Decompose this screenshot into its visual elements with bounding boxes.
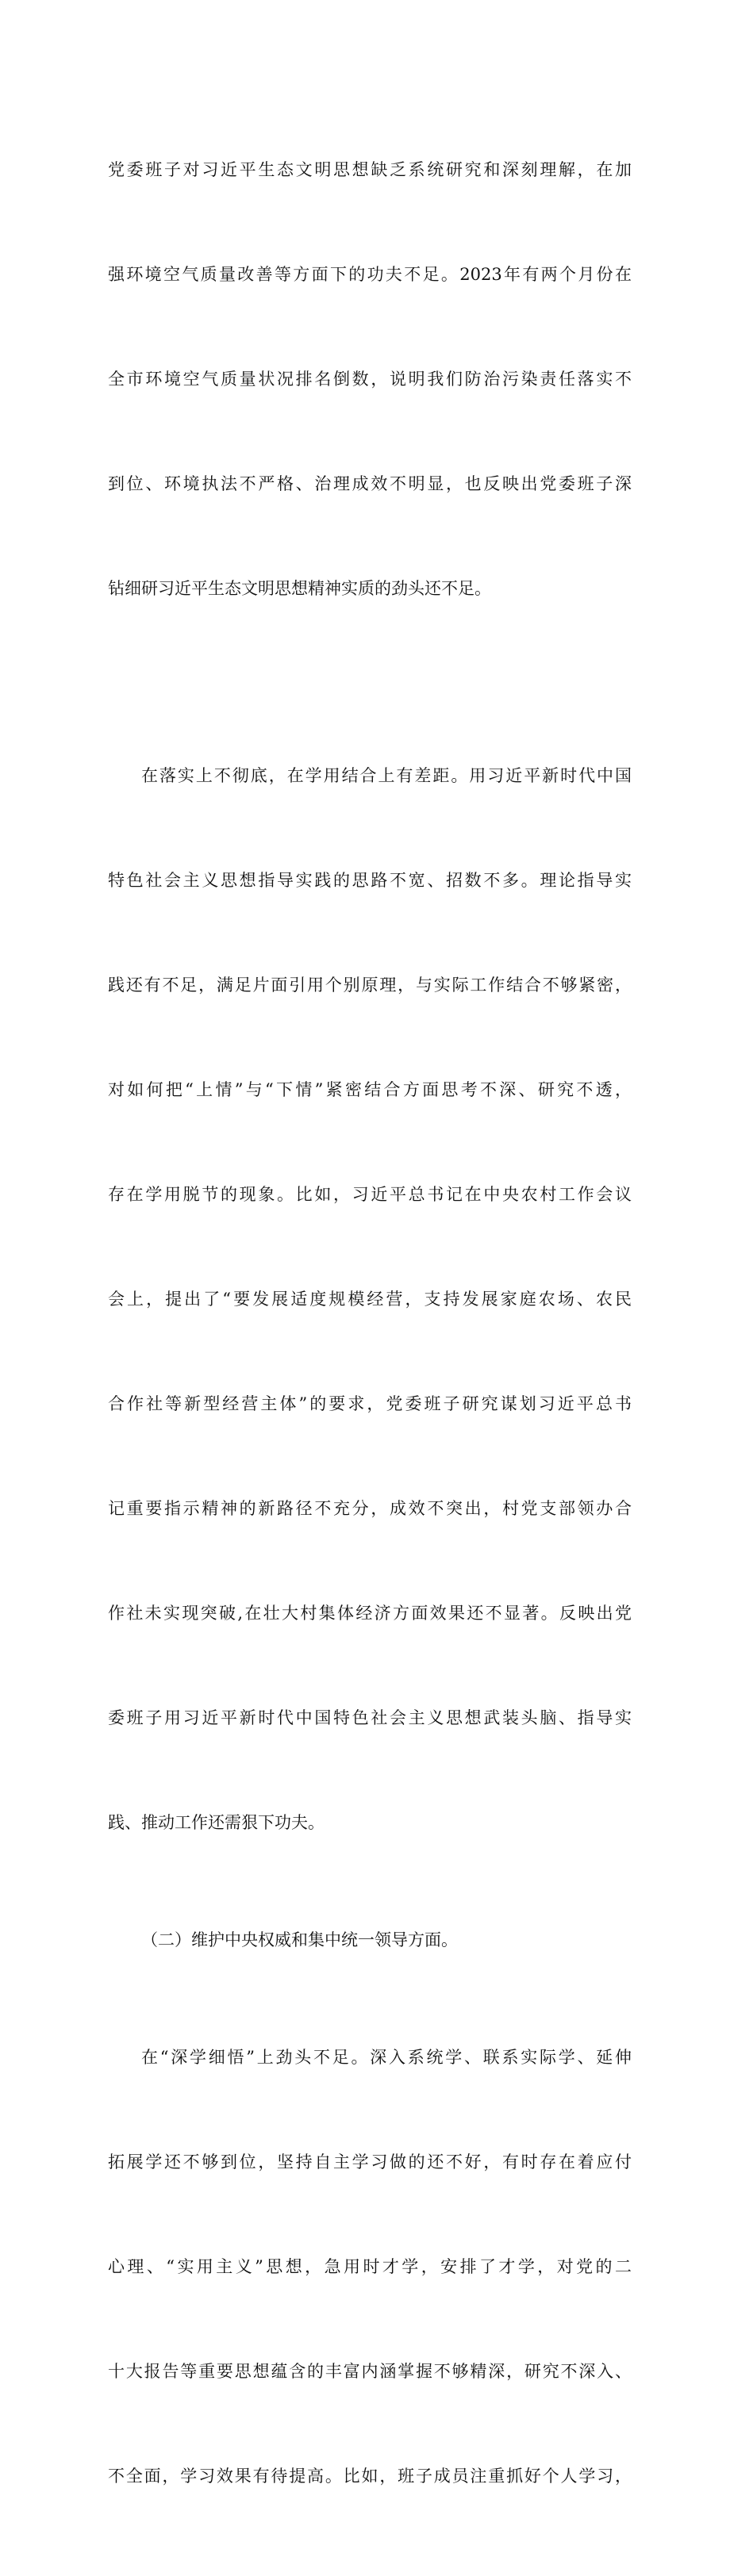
text-line: 全市环境空气质量状况排名倒数，说明我们防治污染责任落实不 — [108, 370, 632, 389]
paragraph-implementation — [108, 688, 632, 1910]
text-line: 记重要指示精神的新路径不充分，成效不突出，村党支部领办合 — [108, 1499, 632, 1518]
text-line: 作社未实现突破,在壮大村集体经济方面效果还不显著。反映出党 — [108, 1604, 632, 1623]
text-line: 十大报告等重要思想蕴含的丰富内涵掌握不够精深，研究不深入、 — [108, 2362, 632, 2381]
text-line: 心理、“实用主义”思想，急用时才学，安排了才学，对党的二 — [108, 2257, 632, 2276]
text-line: 在落实上不彻底，在学用结合上有差距。用习近平新时代中国 — [141, 766, 632, 785]
text-line: 会上，提出了“要发展适度规模经营，支持发展家庭农场、农民 — [108, 1290, 632, 1309]
paragraph-ecology — [108, 82, 632, 676]
text-line: 对如何把“上情”与“下情”紧密结合方面思考不深、研究不透， — [108, 1080, 632, 1099]
paragraph-deep-study — [108, 1970, 632, 2563]
document-body — [108, 82, 632, 2576]
text-line: 强环境空气质量改善等方面下的功夫不足。2023年有两个月份在 — [108, 265, 632, 284]
text-line: 钻细研习近平生态文明思想精神实质的劲头还不足。 — [108, 579, 491, 598]
text-line: 拓展学还不够到位，坚持自主学习做的还不好，有时存在着应付 — [108, 2152, 632, 2172]
section-heading: （二）维护中央权威和集中统一领导方面。 — [141, 1930, 458, 1949]
text-line: 践、推动工作还需狠下功夫。 — [108, 1813, 325, 1832]
text-line: 党委班子对习近平生态文明思想缺乏系统研究和深刻理解，在加 — [108, 160, 632, 179]
text-line: 践还有不足，满足片面引用个别原理，与实际工作结合不够紧密， — [108, 976, 632, 995]
text-line: 存在学用脱节的现象。比如，习近平总书记在中央农村工作会议 — [108, 1185, 632, 1204]
text-line: 合作社等新型经营主体”的要求，党委班子研究谋划习近平总书 — [108, 1394, 632, 1413]
text-line: 委班子用习近平新时代中国特色社会主义思想武装头脑、指导实 — [108, 1708, 632, 1727]
text-line: 到位、环境执法不严格、治理成效不明显，也反映出党委班子深 — [108, 474, 632, 493]
text-line: 不全面，学习效果有待提高。比如，班子成员注重抓好个人学习， — [108, 2467, 632, 2486]
text-line: 在“深学细悟”上劲头不足。深入系统学、联系实际学、延伸 — [141, 2048, 632, 2067]
text-line: 特色社会主义思想指导实践的思路不宽、招数不多。理论指导实 — [108, 871, 632, 890]
